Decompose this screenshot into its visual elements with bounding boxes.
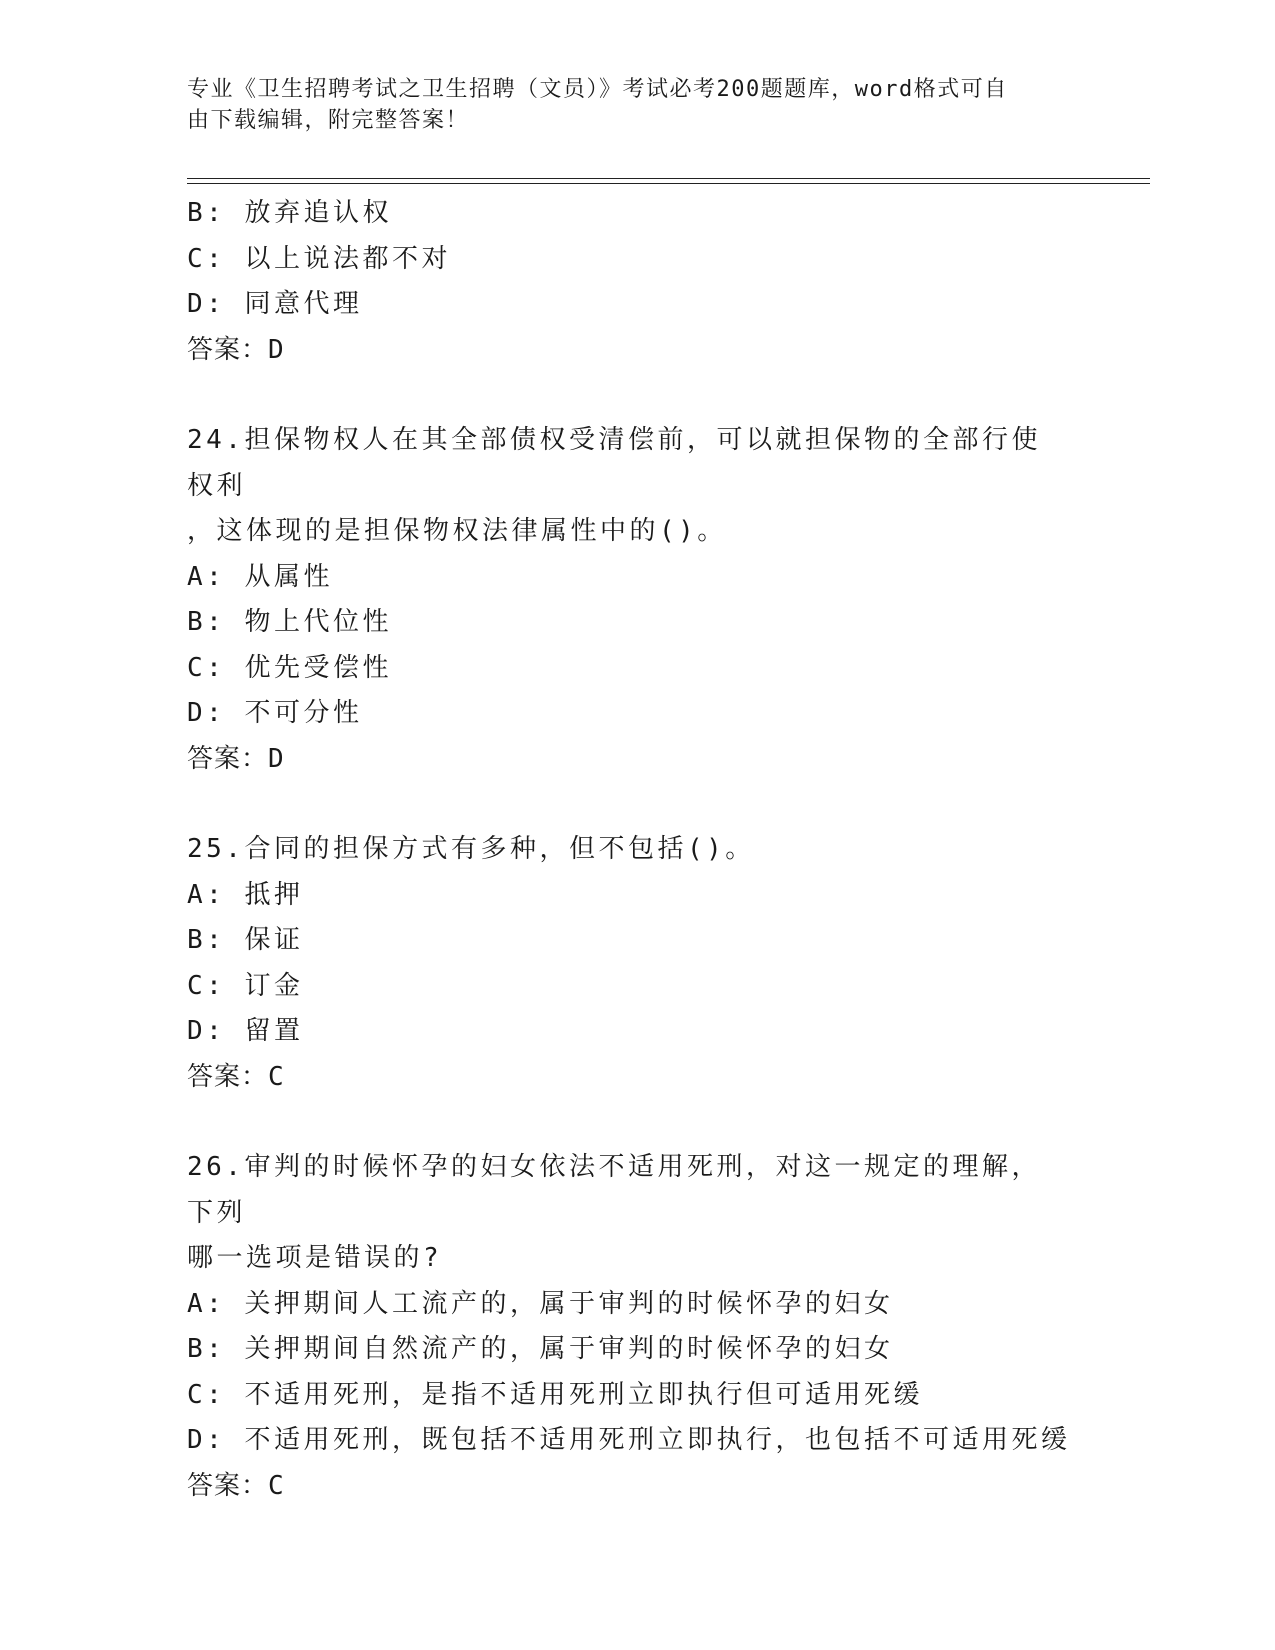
answer-line: 答案：D	[187, 334, 285, 365]
option-a: A: 抵押	[187, 879, 304, 910]
question-block-25	[187, 827, 1087, 1100]
option-a: A: 关押期间人工流产的，属于审判的时候怀孕的妇女	[187, 1288, 894, 1319]
question-stem-line-1: 25.合同的担保方式有多种，但不包括()。	[187, 834, 755, 864]
option-c: C: 订金	[187, 970, 304, 1001]
option-d: D: 不适用死刑，既包括不适用死刑立即执行，也包括不可适用死缓	[187, 1425, 1071, 1455]
answer-line: 答案：C	[187, 1470, 285, 1501]
option-d: D: 不可分性	[187, 698, 363, 728]
question-stem-line-1: 24.担保物权人在其全部债权受清偿前，可以就担保物的全部行使权利	[187, 425, 1041, 501]
question-stem-line-1: 26.审判的时候怀孕的妇女依法不适用死刑，对这一规定的理解，下列	[187, 1152, 1041, 1228]
option-c: C: 不适用死刑，是指不适用死刑立即执行但可适用死缓	[187, 1379, 923, 1410]
option-c: C: 以上说法都不对	[187, 243, 451, 274]
question-stem	[187, 1145, 1067, 1282]
option-b: B: 保证	[187, 925, 304, 955]
option-c: C: 优先受偿性	[187, 652, 392, 683]
option-b: B: 关押期间自然流产的，属于审判的时候怀孕的妇女	[187, 1334, 894, 1364]
header-divider-top	[187, 178, 1150, 179]
document-header	[187, 74, 1087, 136]
answer-line: 答案：C	[187, 1061, 285, 1092]
header-divider-bottom	[187, 183, 1150, 184]
option-b: B: 物上代位性	[187, 607, 392, 637]
header-line-1: 专业《卫生招聘考试之卫生招聘（文员）》考试必考200题题库，word格式可自	[187, 77, 1008, 102]
option-b: B: 放弃追认权	[187, 198, 392, 228]
question-stem	[187, 418, 1067, 555]
question-stem-line-2: ，这体现的是担保物权法律属性中的()。	[187, 516, 727, 546]
header-line-2: 由下载编辑，附完整答案！	[187, 108, 470, 133]
answer-line: 答案：D	[187, 743, 285, 774]
option-d: D: 同意代理	[187, 289, 363, 319]
question-block-26	[187, 1145, 1087, 1509]
option-d: D: 留置	[187, 1016, 304, 1046]
question-stem	[187, 827, 1067, 873]
option-a: A: 从属性	[187, 561, 333, 592]
question-block-24	[187, 418, 1087, 782]
question-stem-line-2: 哪一选项是错误的?	[187, 1243, 443, 1273]
question-list	[187, 191, 1087, 1509]
question-block-continued	[187, 191, 1087, 373]
